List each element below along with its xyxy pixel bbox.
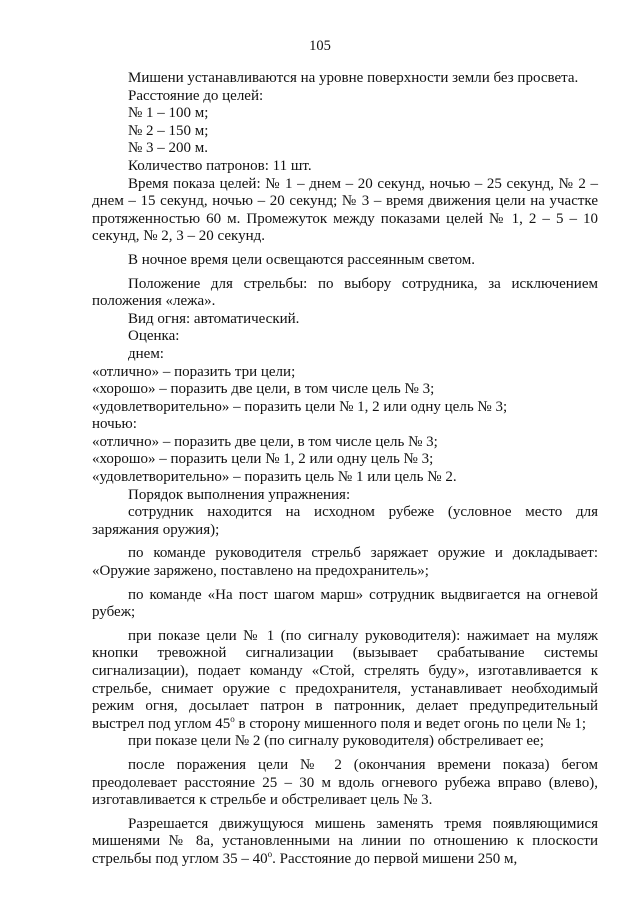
paragraph-advance: по команде «На пост шагом марш» сотрудник выдвигается на огневой рубеж; — [92, 586, 598, 621]
paragraph-target-1-actions — [92, 628, 598, 734]
moving-target-tail: . Расстояние до первой мишени 250 м, — [272, 850, 518, 867]
paragraph-night-satisfactory: «удовлетворительно» – поразить цель № 1 или цель № 2. — [92, 469, 457, 486]
paragraph-firing-position: Положение для стрельбы: по выбору сотрудника, за исключением положения «лежа». — [92, 275, 598, 310]
paragraph-night-lighting: В ночное время цели освещаются рассеянным светом. — [128, 251, 476, 268]
paragraph-targets-level: Мишени устанавливаются на уровне поверхности земли без просвета. — [128, 70, 579, 86]
page-number: 105 — [309, 38, 331, 54]
paragraph-day-excellent: «отлично» – поразить три цели; — [92, 363, 296, 380]
paragraph-night-good: «хорошо» – поразить цели № 1, 2 или одну цель № 3; — [92, 451, 434, 468]
paragraph-day-satisfactory: «удовлетворительно» – поразить цели № 1, 2 или одну цель № 3; — [92, 398, 508, 415]
degree-mark: о — [267, 848, 273, 859]
paragraph-cartridges: Количество патронов: 11 шт. — [128, 157, 312, 174]
paragraph-fire-mode: Вид огня: автоматический. — [128, 310, 300, 327]
document-body — [92, 70, 598, 869]
paragraph-distance-heading: Расстояние до целей: — [128, 87, 264, 104]
paragraph-target-2-distance: № 2 – 150 м; — [128, 122, 209, 139]
paragraph-day-good: «хорошо» – поразить две цели, в том числе цель № 3; — [92, 381, 435, 398]
target-1-actions-text: при показе цели № 1 (по сигналу руководителя): нажимает на муляж кнопки тревожной сигнализации (вызывает срабатывание системы сигнализации), подает команду «Стой, стрелять буду», изготавливается к стрельбе, снимает оружие с предохранителя, устанавливает необходимый режим огня, досылает патрон в патронник, делает предупредительный выстрел под углом 45 — [92, 627, 598, 732]
paragraph-procedure-heading: Порядок выполнения упражнения: — [128, 486, 351, 503]
paragraph-evaluation: Оценка: — [128, 328, 180, 345]
paragraph-load-report: по команде руководителя стрельб заряжает оружие и докладывает: «Оружие заряжено, поставлено на предохранитель»; — [92, 545, 598, 580]
paragraph-starting-line: сотрудник находится на исходном рубеже (условное место для заряжания оружия); — [92, 504, 598, 538]
degree-mark: о — [230, 713, 235, 724]
paragraph-day: днем: — [128, 345, 164, 362]
paragraph-night-excellent: «отлично» – поразить две цели, в том числе цель № 3; — [92, 433, 438, 450]
paragraph-target-1-distance: № 1 – 100 м; — [128, 105, 209, 122]
paragraph-target-2-actions: при показе цели № 2 (по сигналу руководителя) обстреливает ее; — [128, 733, 544, 750]
paragraph-display-time: Время показа целей: № 1 – днем – 20 секунд, ночью – 25 секунд, № 2 – днем – 15 секунд, ночью – 20 секунд; № 3 – время движения цели на участке протяженностью 60 м. Промежуток между показами целей № 1, 2 – 5 – 10 секунд, № 2, 3 – 20 секунд. — [92, 175, 598, 245]
paragraph-moving-target — [92, 816, 598, 869]
moving-target-text: Разрешается движущуюся мишень заменять тремя появляющимися мишенями № 8а, установленными на линии по отношению к плоскости стрельбы под углом 35 – 40 — [92, 815, 598, 867]
target-1-actions-tail: в сторону мишенного поля и ведет огонь по цели № 1; — [234, 715, 587, 732]
paragraph-target-3-distance: № 3 – 200 м. — [128, 140, 209, 157]
paragraph-night: ночью: — [92, 416, 137, 433]
paragraph-target-3-actions: после поражения цели № 2 (окончания времени показа) бегом преодолевает расстояние 25 – 30 м вдоль огневого рубежа вправо (влево), изготавливается к стрельбе и обстреливает цель № 3. — [92, 756, 598, 809]
